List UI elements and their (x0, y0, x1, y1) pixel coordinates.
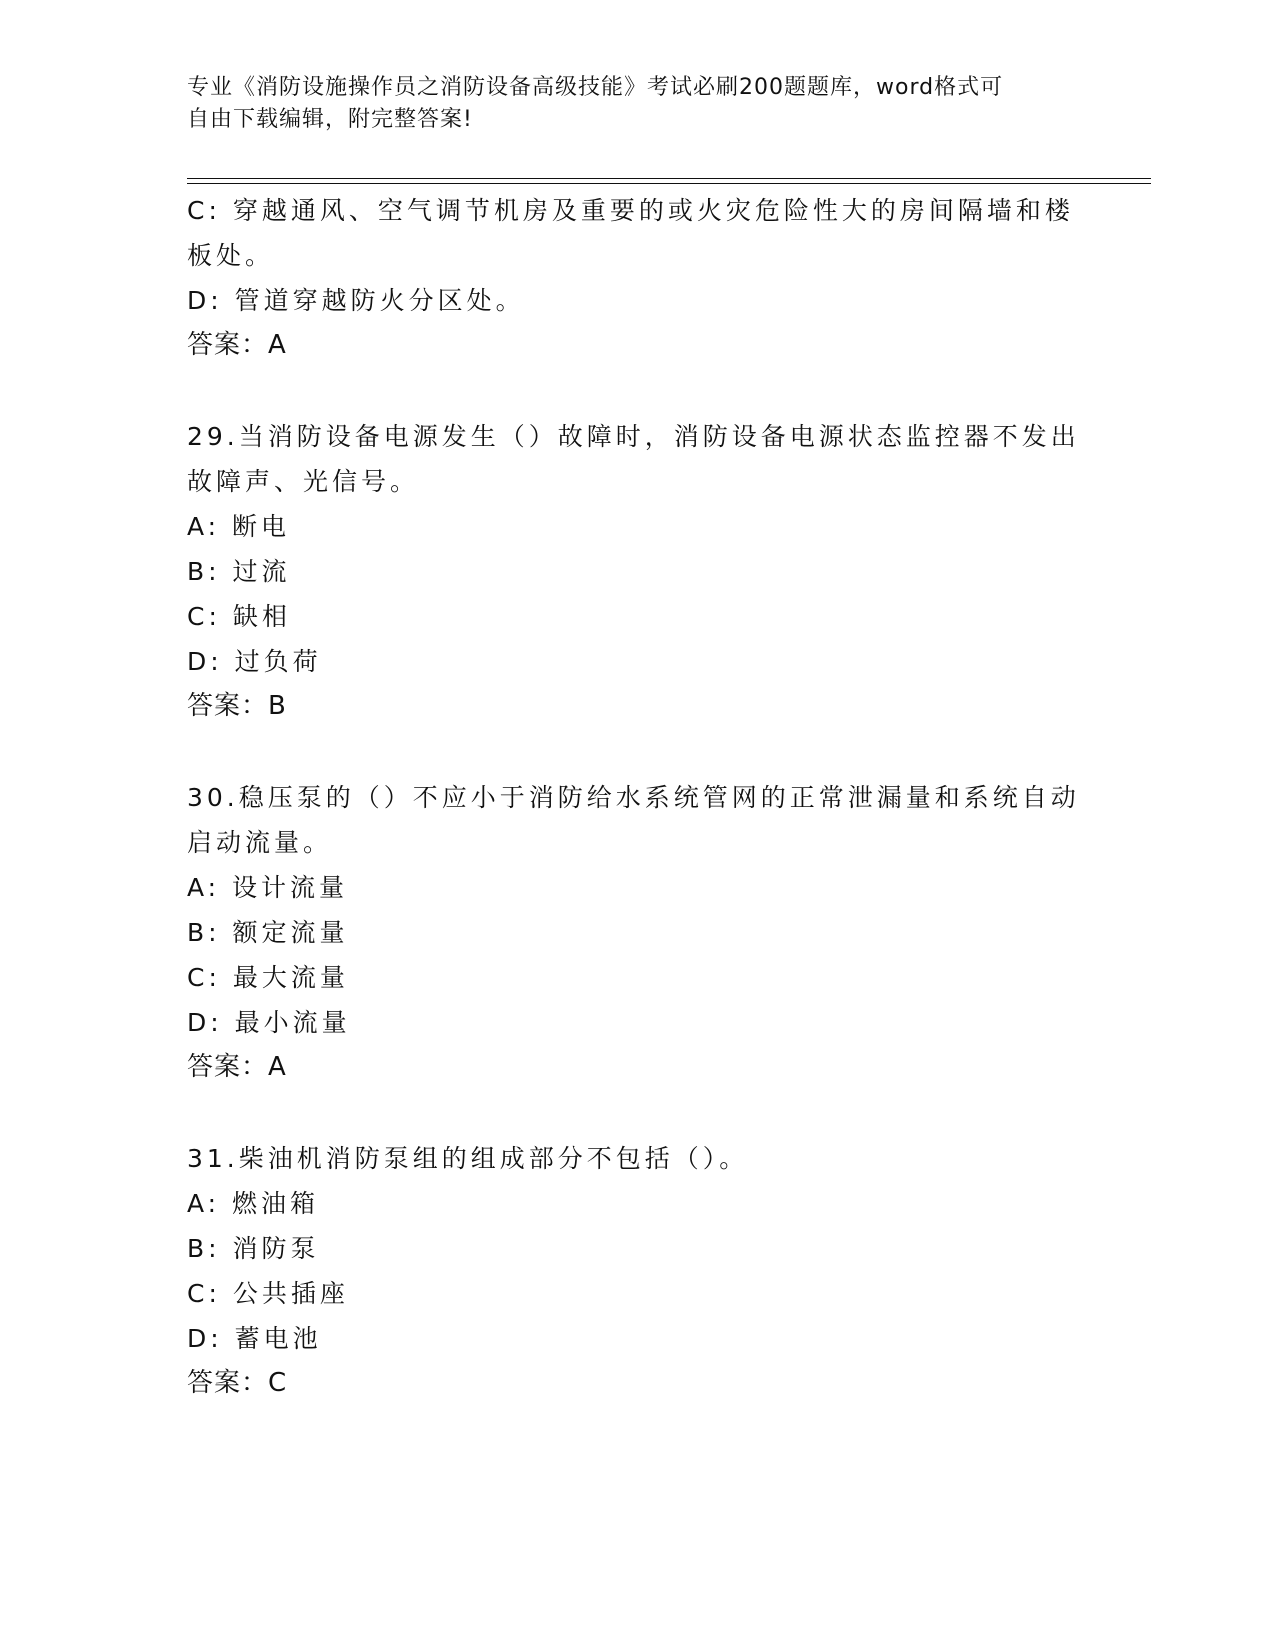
question-31 (187, 1136, 1087, 1406)
option-c: C: 最大流量 (187, 963, 349, 992)
option-b: B: 额定流量 (187, 918, 349, 947)
question-stem-line-1: 29.当消防设备电源发生（）故障时，消防设备电源状态监控器不发出 (187, 422, 1080, 451)
option-c-line-2: 板处。 (187, 241, 275, 270)
option-b: B: 消防泵 (187, 1234, 320, 1263)
option-c: C: 公共插座 (187, 1279, 349, 1308)
document-body (187, 188, 1087, 1406)
option-a: A: 断电 (187, 512, 291, 541)
option-d: D: 最小流量 (187, 1008, 351, 1037)
question-30 (187, 775, 1087, 1090)
header-line-1: 专业《消防设施操作员之消防设备高级技能》考试必刷200题题库，word格式可 (187, 75, 1004, 100)
answer-line: 答案：A (187, 1052, 287, 1082)
question-stem-line-1: 31.柴油机消防泵组的组成部分不包括（）。 (187, 1144, 749, 1173)
option-b: B: 过流 (187, 557, 291, 586)
question-stem-line-2: 启动流量。 (187, 828, 333, 857)
question-29 (187, 414, 1087, 729)
answer-line: 答案：B (187, 691, 287, 721)
question-stem-line-2: 故障声、光信号。 (187, 467, 420, 496)
header-line-2: 自由下载编辑，附完整答案! (187, 107, 473, 132)
option-a: A: 设计流量 (187, 873, 349, 902)
answer-line: 答案：C (187, 1368, 288, 1398)
question-spacer (187, 368, 1087, 414)
question-spacer (187, 1090, 1087, 1136)
option-c-line-1: C: 穿越通风、空气调节机房及重要的或火灾危险性大的房间隔墙和楼 (187, 196, 1074, 225)
option-d: D: 过负荷 (187, 647, 322, 676)
option-d: D: 管道穿越防火分区处。 (187, 286, 525, 315)
question-spacer (187, 729, 1087, 775)
question-stem-line-1: 30.稳压泵的（）不应小于消防给水系统管网的正常泄漏量和系统自动 (187, 783, 1080, 812)
option-a: A: 燃油箱 (187, 1189, 320, 1218)
answer-line: 答案：A (187, 330, 287, 360)
document-header (187, 72, 1067, 136)
option-c: C: 缺相 (187, 602, 291, 631)
question-carryover (187, 188, 1087, 368)
option-d: D: 蓄电池 (187, 1324, 322, 1353)
header-divider (187, 178, 1151, 184)
